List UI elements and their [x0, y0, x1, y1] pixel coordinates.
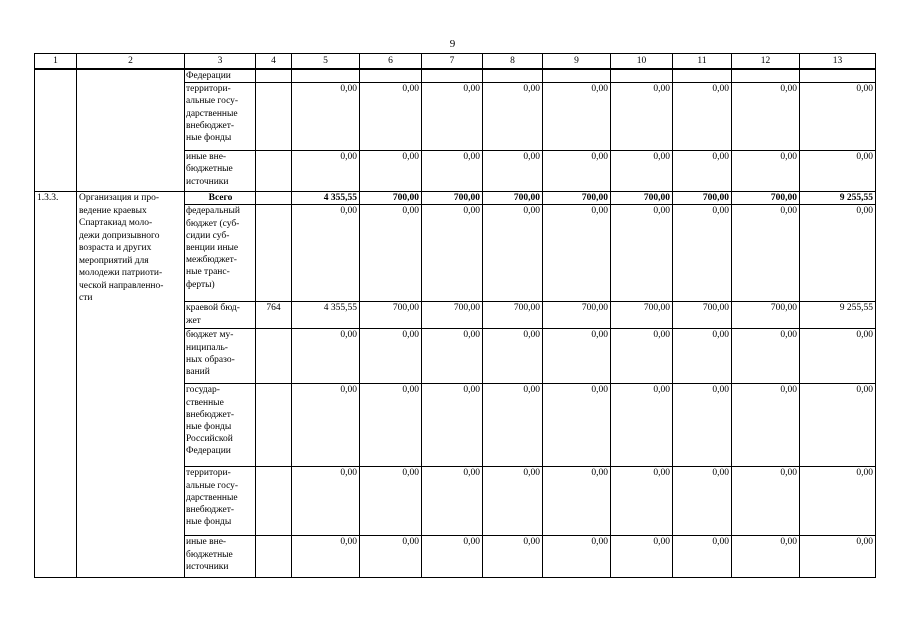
- value-cell: 0,00: [360, 384, 422, 467]
- code-cell: [256, 536, 292, 578]
- value-cell: 0,00: [611, 151, 673, 192]
- value-cell: 0,00: [483, 536, 543, 578]
- value-cell: 0,00: [422, 83, 483, 151]
- value-cell: 4 355,55: [292, 192, 360, 205]
- source-cell: территори- альные госу- дарственные внебюджет- ные фонды: [185, 467, 256, 536]
- source-cell: государ- ственные внебюджет- ные фонды Российской Федерации: [185, 384, 256, 467]
- column-header: 5: [292, 54, 360, 70]
- value-cell: 4 355,55: [292, 302, 360, 329]
- value-cell: 0,00: [292, 329, 360, 384]
- source-cell: Всего: [185, 192, 256, 205]
- column-header: 8: [483, 54, 543, 70]
- value-cell: 0,00: [673, 151, 732, 192]
- code-cell: [256, 151, 292, 192]
- value-cell: 700,00: [360, 192, 422, 205]
- value-cell: 0,00: [732, 205, 800, 302]
- value-cell: 0,00: [360, 83, 422, 151]
- value-cell: 0,00: [292, 205, 360, 302]
- column-header: 4: [256, 54, 292, 70]
- source-cell: краевой бюд- жет: [185, 302, 256, 329]
- value-cell: 700,00: [673, 192, 732, 205]
- column-header: 6: [360, 54, 422, 70]
- value-cell: 0,00: [673, 329, 732, 384]
- value-cell: 0,00: [292, 384, 360, 467]
- value-cell: 0,00: [543, 536, 611, 578]
- value-cell: 0,00: [360, 151, 422, 192]
- value-cell: 0,00: [360, 329, 422, 384]
- item-name-cell: [77, 69, 185, 192]
- value-cell: 0,00: [800, 329, 876, 384]
- value-cell: 0,00: [732, 536, 800, 578]
- value-cell: 0,00: [673, 536, 732, 578]
- value-cell: 0,00: [292, 83, 360, 151]
- value-cell: 700,00: [673, 302, 732, 329]
- value-cell: 9 255,55: [800, 302, 876, 329]
- code-cell: 764: [256, 302, 292, 329]
- code-cell: [256, 329, 292, 384]
- value-cell: [292, 69, 360, 83]
- value-cell: 700,00: [732, 192, 800, 205]
- value-cell: 700,00: [543, 302, 611, 329]
- value-cell: 0,00: [483, 151, 543, 192]
- budget-table: [34, 53, 876, 578]
- table-body: [35, 54, 876, 578]
- table-row: [35, 192, 876, 205]
- value-cell: 0,00: [422, 384, 483, 467]
- value-cell: 700,00: [483, 302, 543, 329]
- source-cell: Федерации: [185, 69, 256, 83]
- value-cell: 0,00: [800, 205, 876, 302]
- value-cell: 0,00: [732, 329, 800, 384]
- value-cell: 0,00: [800, 83, 876, 151]
- code-cell: [256, 83, 292, 151]
- value-cell: 700,00: [422, 302, 483, 329]
- source-cell: федеральный бюджет (суб- сидии суб- венции иные межбюджет- ные транс- ферты): [185, 205, 256, 302]
- column-header: 13: [800, 54, 876, 70]
- value-cell: [360, 69, 422, 83]
- value-cell: [422, 69, 483, 83]
- value-cell: 0,00: [543, 83, 611, 151]
- value-cell: 0,00: [732, 384, 800, 467]
- value-cell: 0,00: [483, 205, 543, 302]
- value-cell: 0,00: [483, 467, 543, 536]
- value-cell: [611, 69, 673, 83]
- value-cell: [483, 69, 543, 83]
- source-cell: иные вне- бюджетные источники: [185, 536, 256, 578]
- code-cell: [256, 205, 292, 302]
- value-cell: 0,00: [422, 205, 483, 302]
- value-cell: 700,00: [611, 192, 673, 205]
- value-cell: 0,00: [611, 467, 673, 536]
- value-cell: 700,00: [732, 302, 800, 329]
- value-cell: 700,00: [483, 192, 543, 205]
- page-number: 9: [449, 38, 456, 50]
- value-cell: 0,00: [292, 536, 360, 578]
- value-cell: 0,00: [292, 151, 360, 192]
- value-cell: 0,00: [800, 536, 876, 578]
- value-cell: 0,00: [611, 205, 673, 302]
- code-cell: [256, 69, 292, 83]
- column-header: 7: [422, 54, 483, 70]
- column-header: 12: [732, 54, 800, 70]
- value-cell: 0,00: [543, 384, 611, 467]
- value-cell: 0,00: [732, 151, 800, 192]
- value-cell: 700,00: [611, 302, 673, 329]
- value-cell: [800, 69, 876, 83]
- value-cell: 0,00: [543, 329, 611, 384]
- value-cell: 0,00: [292, 467, 360, 536]
- column-header: 11: [673, 54, 732, 70]
- column-header: 1: [35, 54, 77, 70]
- code-cell: [256, 192, 292, 205]
- value-cell: 0,00: [611, 536, 673, 578]
- column-header: 10: [611, 54, 673, 70]
- value-cell: [543, 69, 611, 83]
- source-cell: территори- альные госу- дарственные внебюджет- ные фонды: [185, 83, 256, 151]
- value-cell: [732, 69, 800, 83]
- value-cell: 700,00: [543, 192, 611, 205]
- value-cell: 0,00: [483, 329, 543, 384]
- code-cell: [256, 384, 292, 467]
- header-row: [35, 54, 876, 70]
- value-cell: 0,00: [543, 151, 611, 192]
- code-cell: [256, 467, 292, 536]
- value-cell: 0,00: [732, 467, 800, 536]
- value-cell: 700,00: [360, 302, 422, 329]
- table-row: [35, 69, 876, 83]
- value-cell: 0,00: [422, 151, 483, 192]
- value-cell: 0,00: [673, 384, 732, 467]
- value-cell: 0,00: [611, 384, 673, 467]
- value-cell: 0,00: [673, 83, 732, 151]
- value-cell: 0,00: [483, 83, 543, 151]
- value-cell: 0,00: [800, 467, 876, 536]
- value-cell: 0,00: [483, 384, 543, 467]
- source-cell: бюджет му- ниципаль- ных образо- ваний: [185, 329, 256, 384]
- value-cell: 0,00: [543, 467, 611, 536]
- value-cell: 0,00: [360, 536, 422, 578]
- value-cell: 0,00: [611, 83, 673, 151]
- source-cell: иные вне- бюджетные источники: [185, 151, 256, 192]
- value-cell: [673, 69, 732, 83]
- value-cell: 0,00: [422, 467, 483, 536]
- column-header: 3: [185, 54, 256, 70]
- value-cell: 0,00: [543, 205, 611, 302]
- item-number-cell: 1.3.3.: [35, 192, 77, 578]
- value-cell: 0,00: [732, 83, 800, 151]
- value-cell: 0,00: [611, 329, 673, 384]
- item-name-cell: Организация и про- ведение краевых Спартакиад моло- дежи допризывного возраста и других мероприятий для молодежи патриоти- ческой направленно- сти: [77, 192, 185, 578]
- value-cell: 0,00: [673, 467, 732, 536]
- value-cell: 9 255,55: [800, 192, 876, 205]
- item-number-cell: [35, 69, 77, 192]
- value-cell: 0,00: [673, 205, 732, 302]
- value-cell: 0,00: [800, 384, 876, 467]
- value-cell: 0,00: [422, 329, 483, 384]
- value-cell: 0,00: [422, 536, 483, 578]
- column-header: 2: [77, 54, 185, 70]
- value-cell: 700,00: [422, 192, 483, 205]
- value-cell: 0,00: [360, 467, 422, 536]
- column-header: 9: [543, 54, 611, 70]
- value-cell: 0,00: [800, 151, 876, 192]
- value-cell: 0,00: [360, 205, 422, 302]
